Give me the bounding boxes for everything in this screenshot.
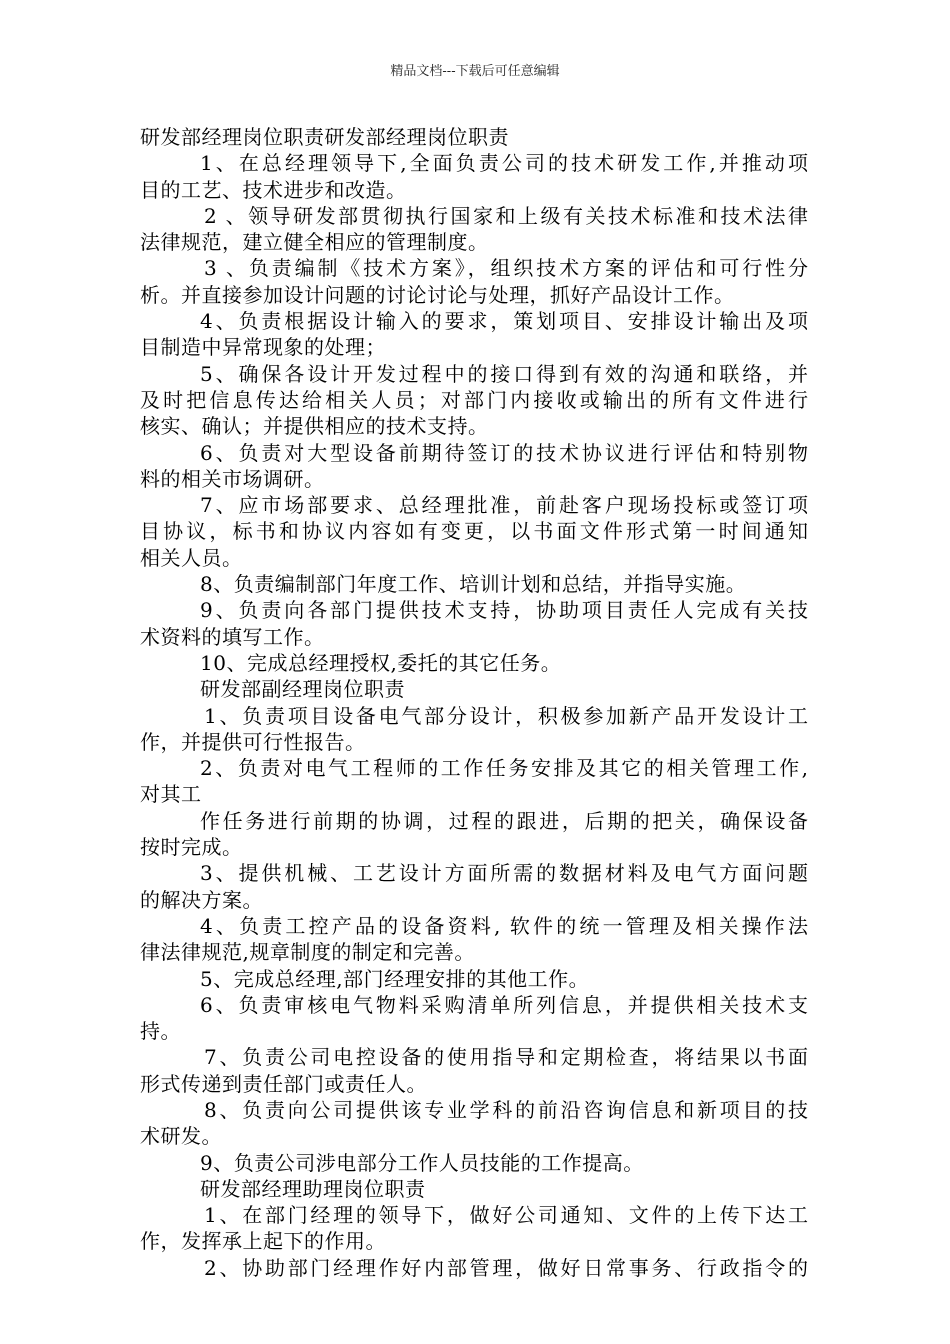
text-line: 7、应市场部要求、总经理批准，前赴客户现场投标或签订项 bbox=[200, 493, 808, 518]
text-line: 10、完成总经理授权,委托的其它任务。 bbox=[200, 650, 562, 675]
text-line: 5、确保各设计开发过程中的接口得到有效的沟通和联络，并 bbox=[200, 361, 808, 386]
text-line: 2、负责对电气工程师的工作任务安排及其它的相关管理工作, bbox=[200, 756, 808, 781]
page-header: 精品文档---下载后可任意编辑 bbox=[390, 64, 560, 79]
text-line: 3 、负责编制《技术方案》，组织技术方案的评估和可行性分 bbox=[204, 256, 808, 281]
text-line: 2、协助部门经理作好内部管理，做好日常事务、行政指令的 bbox=[204, 1255, 808, 1280]
text-line: 研发部经理岗位职责研发部经理岗位职责 bbox=[140, 125, 509, 149]
text-line: 8、负责编制部门年度工作、培训计划和总结，并指导实施。 bbox=[200, 572, 747, 597]
text-line: 4、负责根据设计输入的要求，策划项目、安排设计输出及项 bbox=[200, 309, 808, 334]
text-line: 相关人员。 bbox=[140, 545, 243, 570]
text-line: 目制造中异常现象的处理； bbox=[140, 335, 386, 360]
text-line: 作，并提供可行性报告。 bbox=[140, 729, 366, 754]
text-line: 及时把信息传达给相关人员；对部门内接收或输出的所有文件进行 bbox=[140, 387, 808, 412]
text-line: 术资料的填写工作。 bbox=[140, 624, 325, 649]
text-line: 5、完成总经理,部门经理安排的其他工作。 bbox=[200, 966, 590, 991]
text-line: 6、负责审核电气物料采购清单所列信息，并提供相关技术支 bbox=[200, 992, 808, 1017]
text-line: 目的工艺、技术进步和改造。 bbox=[140, 177, 407, 202]
text-line: 2 、领导研发部贯彻执行国家和上级有关技术标准和技术法律 bbox=[204, 203, 808, 228]
text-line: 作任务进行前期的协调，过程的跟进，后期的把关，确保设备 bbox=[200, 808, 808, 833]
text-line: 律法律规范,规章制度的制定和完善。 bbox=[140, 940, 475, 965]
text-line: 析。并直接参加设计问题的讨论讨论与处理，抓好产品设计工作。 bbox=[140, 282, 735, 307]
document-body bbox=[140, 124, 808, 1281]
text-line: 的解决方案。 bbox=[140, 887, 263, 912]
text-line: 核实、确认；并提供相应的技术支持。 bbox=[140, 414, 489, 439]
text-line: 法律规范，建立健全相应的管理制度。 bbox=[140, 230, 489, 255]
text-line: 术研发。 bbox=[140, 1124, 222, 1149]
text-line: 按时完成。 bbox=[140, 835, 243, 860]
text-line: 目协议，标书和协议内容如有变更，以书面文件形式第一时间通知 bbox=[140, 519, 808, 544]
text-line: 持。 bbox=[140, 1019, 181, 1044]
text-line: 研发部副经理岗位职责 bbox=[200, 677, 405, 702]
text-line: 1、负责项目设备电气部分设计，积极参加新产品开发设计工 bbox=[204, 703, 808, 728]
text-line: 形式传递到责任部门或责任人。 bbox=[140, 1071, 427, 1096]
text-line: 4、负责工控产品的设备资料, 软件的统一管理及相关操作法 bbox=[200, 913, 808, 938]
text-line: 研发部经理助理岗位职责 bbox=[200, 1176, 426, 1201]
text-line: 8、负责向公司提供该专业学科的前沿咨询信息和新项目的技 bbox=[204, 1097, 808, 1122]
text-line: 1、在部门经理的领导下，做好公司通知、文件的上传下达工 bbox=[204, 1203, 808, 1228]
text-line: 3、提供机械、工艺设计方面所需的数据材料及电气方面问题 bbox=[200, 861, 808, 886]
text-line: 7、负责公司电控设备的使用指导和定期检查，将结果以书面 bbox=[204, 1045, 808, 1070]
text-line: 9、负责公司涉电部分工作人员技能的工作提高。 bbox=[200, 1150, 644, 1175]
text-line: 9、负责向各部门提供技术支持，协助项目责任人完成有关技 bbox=[200, 598, 808, 623]
text-line: 6、负责对大型设备前期待签订的技术协议进行评估和特别物 bbox=[200, 440, 808, 465]
text-line: 料的相关市场调研。 bbox=[140, 466, 325, 491]
text-line: 作，发挥承上起下的作用。 bbox=[140, 1229, 386, 1254]
text-line: 对其工 bbox=[140, 782, 202, 807]
text-line: 1、在总经理领导下,全面负责公司的技术研发工作,并推动项 bbox=[200, 151, 808, 176]
